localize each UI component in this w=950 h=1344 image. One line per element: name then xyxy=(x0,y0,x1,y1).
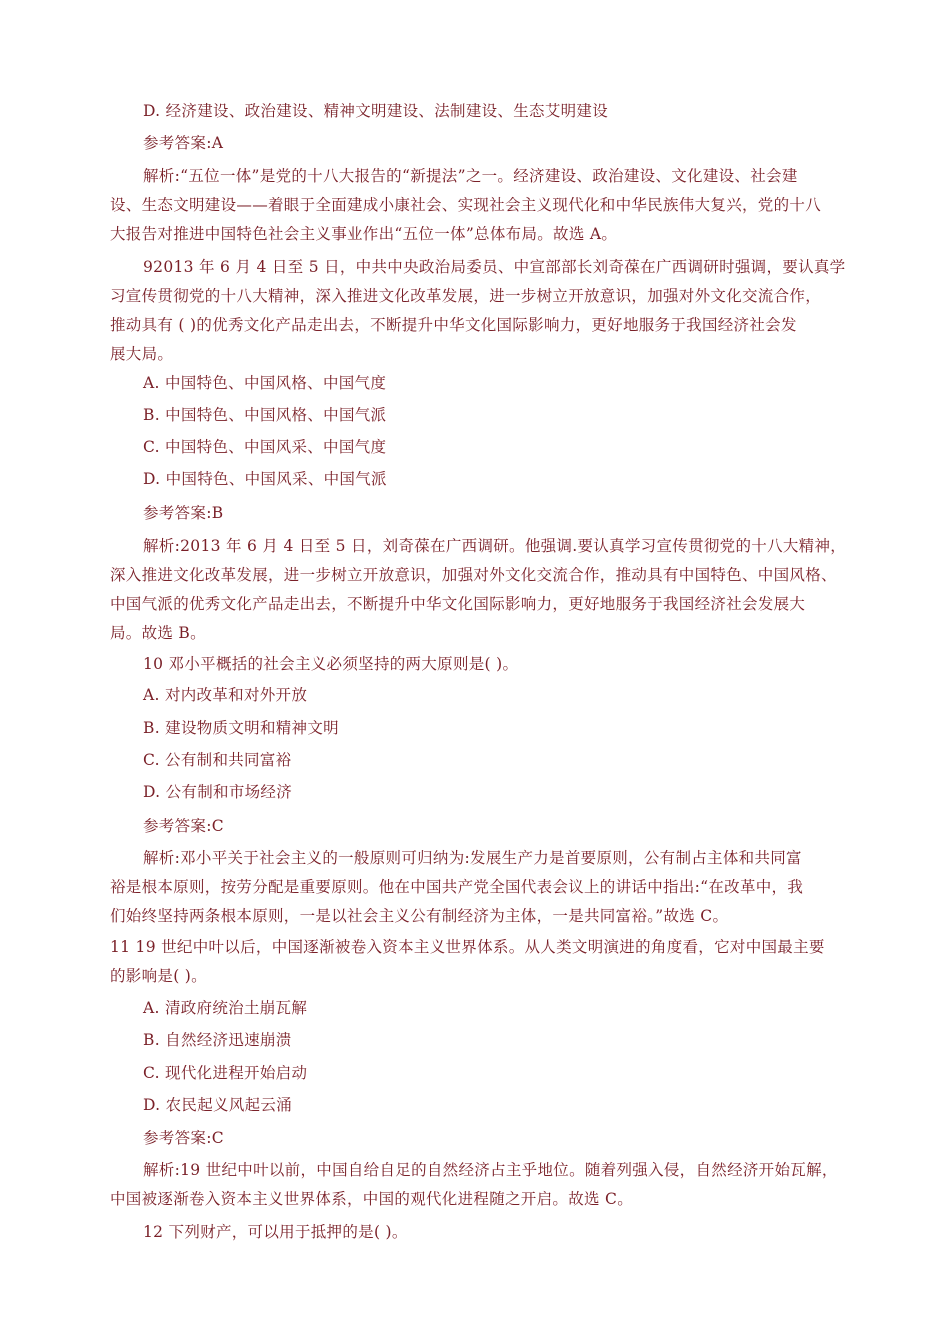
q8-analysis-line-2: 设、生态文明建设——着眼于全面建成小康社会、实现社会主义现代化和中华民族伟大复兴，党的十八 xyxy=(110,196,822,214)
q9-analysis-line-1: 解析:2013 年 6 月 4 日至 5 日，刘奇葆在广西调研。他强调.要认真学习宣传贯彻党的十八大精神， xyxy=(143,537,847,555)
q9-stem-line-3: 推动具有 ( )的优秀文化产品走出去，不断提升中华文化国际影响力，更好地服务于我国经济社会发 xyxy=(110,316,797,334)
q9-stem-line-2: 习宣传贯彻党的十八大精神，深入推进文化改革发展，进一步树立开放意识，加强对外文化交流合作， xyxy=(110,287,822,305)
q10-analysis-line-2: 裕是根本原则，按劳分配是重要原则。他在中国共产党全国代表会议上的讲话中指出:“在改革中，我 xyxy=(110,878,804,896)
q9-analysis-line-4: 局。故选 B。 xyxy=(110,624,206,642)
q9-option-d: D. 中国特色、中国风采、中国气派 xyxy=(143,470,387,488)
q9-stem-line-1: 92013 年 6 月 4 日至 5 日，中共中央政治局委员、中宣部部长刘奇葆在广西调研时强调，要认真学 xyxy=(143,258,846,276)
q11-option-a: A. 清政府统治土崩瓦解 xyxy=(143,999,308,1017)
q11-analysis-line-2: 中国被逐渐卷入资本主义世界体系，中国的观代化进程随之开启。故选 C。 xyxy=(110,1190,633,1208)
q9-option-c: C. 中国特色、中国风采、中国气度 xyxy=(143,438,387,456)
q9-analysis-line-3: 中国气派的优秀文化产品走出去，不断提升中华文化国际影响力，更好地服务于我国经济社会发展大 xyxy=(110,595,806,613)
q10-stem: 10 邓小平概括的社会主义必须坚持的两大原则是( )。 xyxy=(143,655,519,673)
q10-answer: 参考答案:C xyxy=(143,817,224,835)
q10-option-d: D. 公有制和市场经济 xyxy=(143,783,293,801)
q8-answer: 参考答案:A xyxy=(143,134,224,152)
q9-option-a: A. 中国特色、中国风格、中国气度 xyxy=(143,374,387,392)
q10-option-b: B. 建设物质文明和精神文明 xyxy=(143,719,339,737)
q9-stem-line-4: 展大局。 xyxy=(110,345,174,363)
q11-answer: 参考答案:C xyxy=(143,1129,224,1147)
q11-option-d: D. 农民起义风起云涌 xyxy=(143,1096,293,1114)
q11-stem-line-2: 的影响是( )。 xyxy=(110,967,207,985)
q9-answer: 参考答案:B xyxy=(143,504,224,522)
q9-analysis-line-2: 深入推进文化改革发展，进一步树立开放意识，加强对外文化交流合作，推动具有中国特色、中国风格、 xyxy=(110,566,837,584)
q10-analysis-line-3: 们始终坚持两条根本原则，一是以社会主义公有制经济为主体，一是共同富裕。”故选 C。 xyxy=(110,907,729,925)
q8-analysis-line-3: 大报告对推进中国特色社会主义事业作出“五位一体”总体布局。故选 A。 xyxy=(110,225,618,243)
q11-stem-line-1: 11 19 世纪中叶以后，中国逐渐被卷入资本主义世界体系。从人类文明演进的角度看，它对中国最主要 xyxy=(110,938,825,956)
q9-option-b: B. 中国特色、中国风格、中国气派 xyxy=(143,406,387,424)
q8-analysis-line-1: 解析:“五位一体”是党的十八大报告的“新提法”之一。经济建设、政治建设、文化建设、社会建 xyxy=(143,167,798,185)
q8-option-d: D. 经济建设、政治建设、精神文明建设、法制建设、生态艾明建设 xyxy=(143,102,609,120)
q11-analysis-line-1: 解析:19 世纪中叶以前，中国自给自足的自然经济占主乎地位。随着列强入侵，自然经济开始瓦解， xyxy=(143,1161,838,1179)
q11-option-b: B. 自然经济迅速崩溃 xyxy=(143,1031,292,1049)
q12-stem: 12 下列财产，可以用于抵押的是( )。 xyxy=(143,1223,408,1241)
q10-option-c: C. 公有制和共同富裕 xyxy=(143,751,292,769)
q11-option-c: C. 现代化进程开始启动 xyxy=(143,1064,308,1082)
q10-option-a: A. 对内改革和对外开放 xyxy=(143,686,308,704)
q10-analysis-line-1: 解析:邓小平关于社会主义的一般原则可归纳为:发展生产力是首要原则，公有制占主体和共同富 xyxy=(143,849,802,867)
